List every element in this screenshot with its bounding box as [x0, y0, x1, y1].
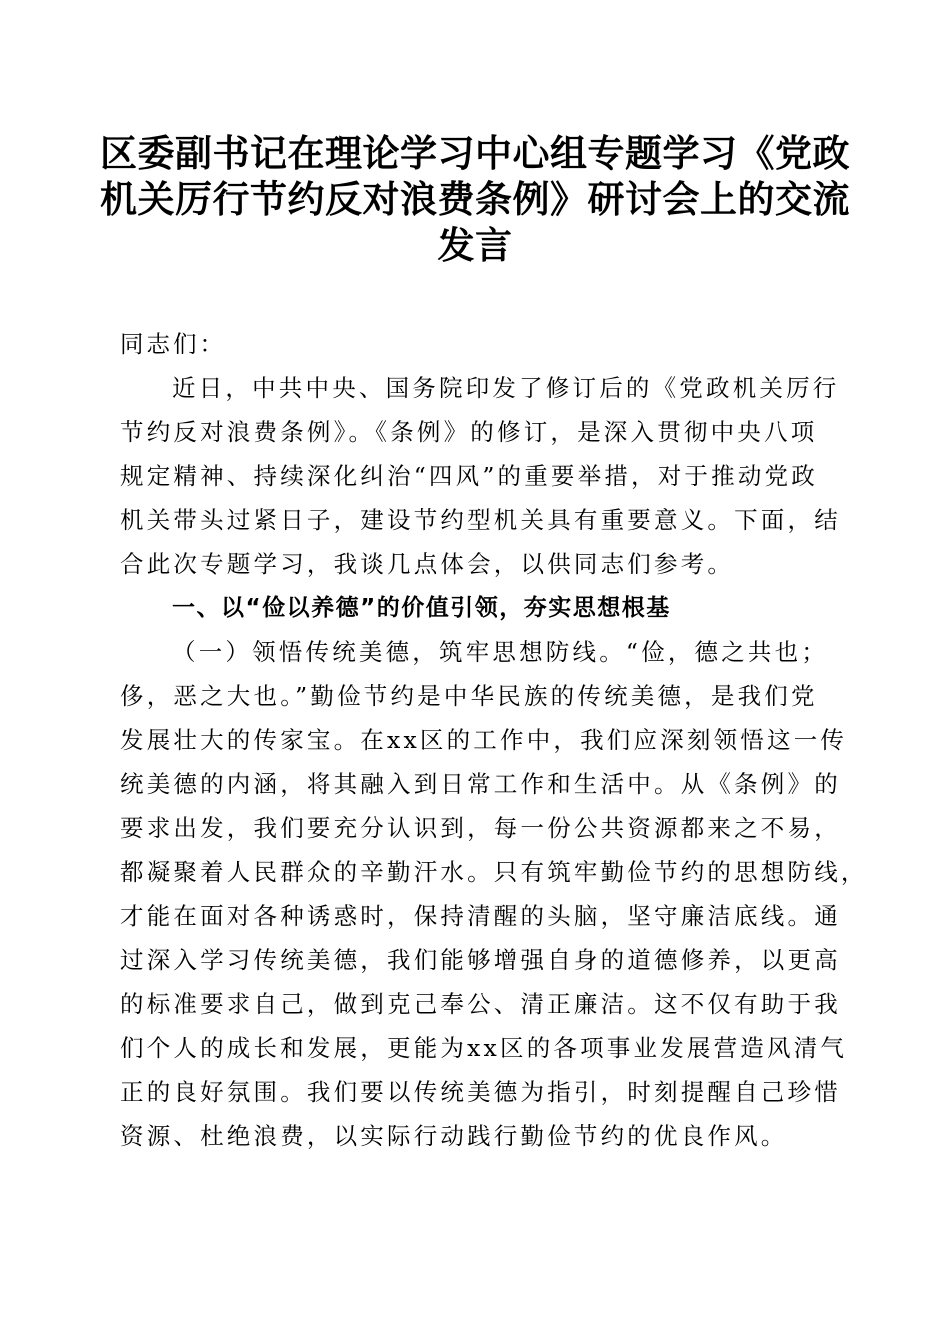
- paragraph-line: 机关带头过紧日子，建设节约型机关具有重要意义。下面，结: [120, 506, 841, 534]
- paragraph-line: 过深入学习传统美德，我们能够增强自身的道德修养，以更高: [120, 946, 841, 974]
- paragraph-line: 统美德的内涵，将其融入到日常工作和生活中。从《条例》的: [120, 770, 841, 798]
- paragraph-line: 合此次专题学习，我谈几点体会，以供同志们参考。: [120, 550, 735, 578]
- intro-paragraph: [120, 366, 841, 586]
- document-title: [100, 130, 850, 268]
- paragraph-line: 的标准要求自己，做到克己奉公、清正廉洁。这不仅有助于我: [120, 990, 841, 1018]
- paragraph-line: （一）领悟传统美德，筑牢思想防线。“俭，德之共也；: [172, 638, 829, 666]
- paragraph-line: 资源、杜绝浪费，以实际行动践行勤俭节约的优良作风。: [120, 1122, 788, 1150]
- paragraph-line: 近日，中共中央、国务院印发了修订后的《党政机关厉行: [172, 374, 840, 402]
- section-heading: [120, 586, 835, 630]
- paragraph-line: 们个人的成长和发展，更能为xx区的各项事业发展营造风清气: [120, 1034, 848, 1062]
- section-heading-text: 一、以“俭以养德”的价值引领，夯实思想根基: [172, 595, 671, 621]
- title-line: 机关厉行节约反对浪费条例》研讨会上的交流: [100, 177, 850, 221]
- paragraph-line: 都凝聚着人民群众的辛勤汗水。只有筑牢勤俭节约的思想防线，: [120, 858, 868, 886]
- salutation: 同志们：: [120, 330, 226, 358]
- paragraph-line: 正的良好氛围。我们要以传统美德为指引，时刻提醒自己珍惜: [120, 1078, 841, 1106]
- paragraph-line: 才能在面对各种诱惑时，保持清醒的头脑，坚守廉洁底线。通: [120, 902, 841, 930]
- title-line: 发言: [437, 223, 513, 267]
- paragraph-line: 要求出发，我们要充分认识到，每一份公共资源都来之不易，: [120, 814, 841, 842]
- paragraph-line: 侈，恶之大也。”勤俭节约是中华民族的传统美德，是我们党: [120, 682, 818, 710]
- paragraph-line: 节约反对浪费条例》。《条例》的修订，是深入贯彻中央八项: [120, 418, 818, 446]
- paragraph-line: 规定精神、持续深化纠治“四风”的重要举措，对于推动党政: [120, 462, 818, 490]
- section-paragraph: [120, 630, 868, 1158]
- title-line: 区委副书记在理论学习中心组专题学习《党政: [100, 131, 850, 175]
- paragraph-line: 发展壮大的传家宝。在xx区的工作中，我们应深刻领悟这一传: [120, 726, 848, 754]
